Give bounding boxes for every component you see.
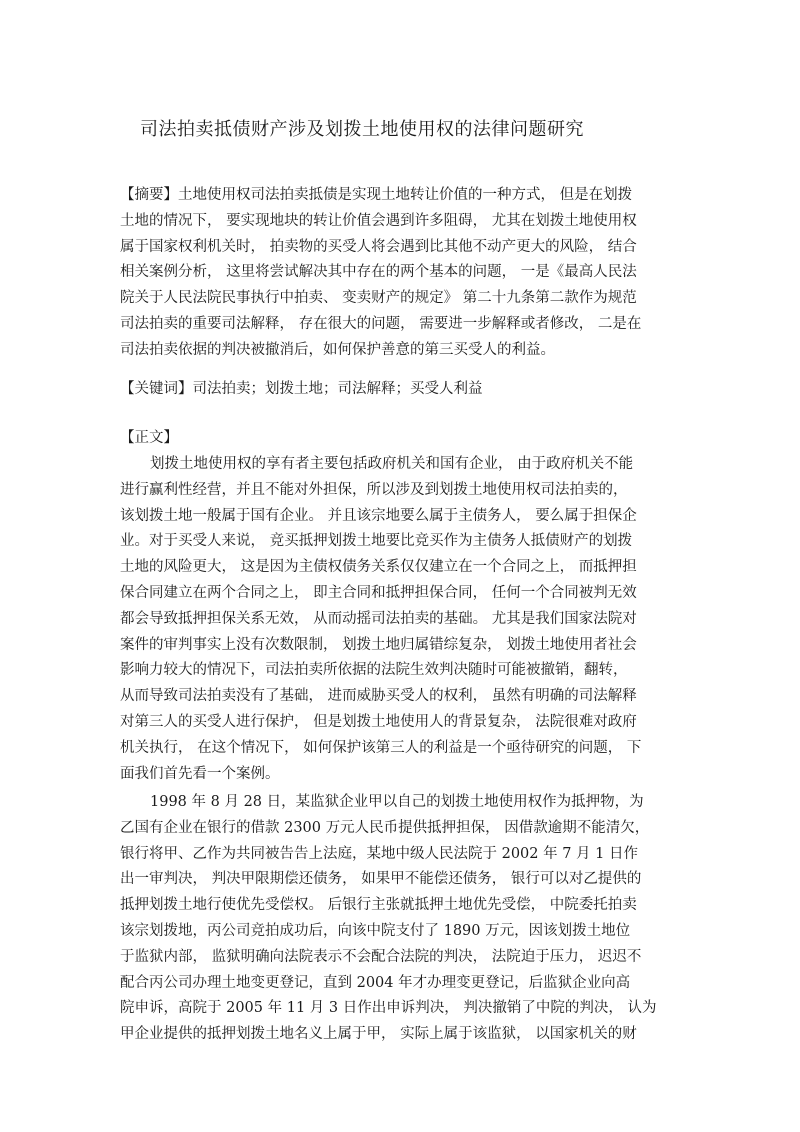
body-line: 影响力较大的情况下，司法拍卖所依据的法院生效判决随时可能被撤销，翻转， [120,662,628,679]
document-title: 司法拍卖抵债财产涉及划拨土地使用权的法律问题研究 [140,119,584,140]
case-line: 抵押划拨土地行使优先受偿权。 后银行主张就抵押土地优先受偿， 中院委托拍卖 [120,897,637,914]
abstract-line: 土地的情况下， 要实现地块的转让价值会遇到许多阻碍， 尤其在划拨土地使用权 [120,212,637,229]
case-line: 该宗划拨地，丙公司竞拍成功后，向该中院支付了 1890 万元，因该划拨土地位 [120,922,631,939]
body-line: 机关执行， 在这个情况下， 如何保护该第三人的利益是一个亟待研究的问题， 下 [120,739,642,756]
body-line: 都会导致抵押担保关系无效， 从而动摇司法拍卖的基础。 尤其是我们国家法院对 [120,610,637,627]
case-line: 甲企业提供的抵押划拨土地名义上属于甲， 实际上属于该监狱， 以国家机关的财 [120,1026,637,1043]
body-line: 从而导致司法拍卖没有了基础， 进而威胁买受人的权利， 虽然有明确的司法解释 [120,688,637,705]
abstract-line: 司法拍卖的重要司法解释， 存在很大的问题， 需要进一步解释或者修改， 二是在 [120,315,642,332]
body-label-section [120,426,680,452]
body-line: 对第三人的买受人进行保护， 但是划拨土地使用人的背景复杂， 法院很难对政府 [120,713,637,730]
abstract-line: 司法拍卖依据的判决被撤消后，如何保护善意的第三买受人的利益。 [120,341,555,358]
case-line: 乙国有企业在银行的借款 2300 万元人民币提供抵押担保， 因借款逾期不能清欠， [120,819,650,836]
keywords-line: 【关键词】司法拍卖；划拨土地；司法解释；买受人利益 [120,381,483,397]
body-line: 划拨土地使用权的享有者主要包括政府机关和国有企业， 由于政府机关不能 [150,456,634,472]
case-line: 1998 年 8 月 28 日，某监狱企业甲以自己的划拨土地使用权作为抵押物，为 [150,794,644,810]
abstract-line: 相关案例分析， 这里将尝试解决其中存在的两个基本的问题， 一是《最高人民法 [120,264,637,281]
body-line: 土地的风险更大， 这是因为主债权债务关系仅仅建立在一个合同之上， 而抵押担 [120,559,637,576]
abstract-section [120,183,680,364]
body-line: 进行赢利性经营，并且不能对外担保，所以涉及到划拨土地使用权司法拍卖的， [120,481,628,498]
keywords-section [120,377,680,403]
case-line: 配合丙公司办理土地变更登记，直到 2004 年才办理变更登记，后监狱企业向高 [120,974,631,991]
abstract-line: 【摘要】土地使用权司法拍卖抵债是实现土地转让价值的一种方式， 但是在划拨 [120,187,633,203]
body-line: 业。对于买受人来说， 竞买抵押划拨土地要比竞买作为主债务人抵债财产的划拨 [120,533,633,550]
body-paragraph [120,452,680,787]
case-line: 于监狱内部， 监狱明确向法院表示不会配合法院的判决， 法院迫于压力， 迟迟不 [120,948,642,965]
case-line: 银行将甲、乙作为共同被告告上法庭，某地中级人民法院于 2002 年 7 月 1 日作 [120,845,639,862]
body-line: 面我们首先看一个案例。 [120,765,280,782]
case-paragraph [120,790,680,1048]
case-line: 出一审判决， 判决甲限期偿还债务， 如果甲不能偿还债务， 银行可以对乙提供的 [120,871,642,888]
abstract-line: 属于国家权利机关时， 拍卖物的买受人将会遇到比其他不动产更大的风险， 结合 [120,238,637,255]
body-line: 该划拨土地一般属于国有企业。 并且该宗地要么属于主债务人， 要么属于担保企 [120,507,637,524]
body-line: 案件的审判事实上没有次数限制， 划拨土地归属错综复杂， 划拨土地使用者社会 [120,636,637,653]
body-label: 【正文】 [120,430,178,446]
abstract-line: 院关于人民法院民事执行中拍卖、 变卖财产的规定》 第二十九条第二款作为规范 [120,290,637,307]
body-line: 保合同建立在两个合同之上， 即主合同和抵押担保合同， 任何一个合同被判无效 [120,584,637,601]
case-line: 院申诉，高院于 2005 年 11 月 3 日作出申诉判决， 判决撤销了中院的判决， 认为 [120,1000,657,1017]
